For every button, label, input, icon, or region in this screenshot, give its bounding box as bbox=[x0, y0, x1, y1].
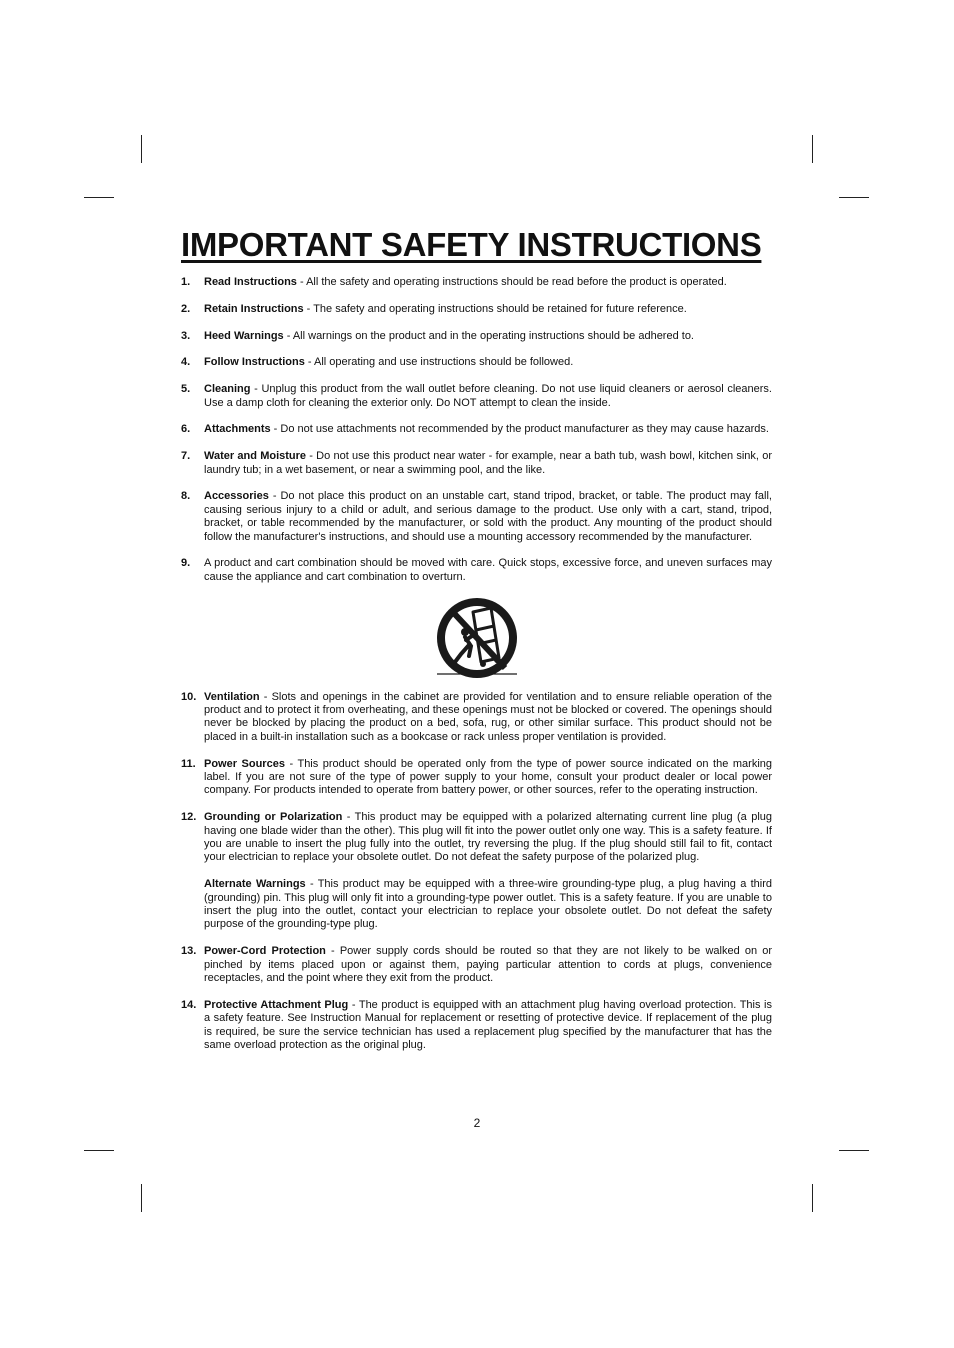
item-text: - The safety and operating instructions should be retained for future reference. bbox=[303, 302, 687, 315]
item-number: 12. bbox=[181, 811, 197, 824]
item-text: - This product should be operated only from the type of power source indicated on the marking label. If you are not sure of the type of power supply to your home, consult your product dealer or local power company. For products intended to operate from battery power, or other sources, refer to the operating instruction. bbox=[204, 757, 772, 797]
item-number: 5. bbox=[181, 383, 191, 396]
item-term: Retain Instructions bbox=[204, 302, 304, 315]
list-item bbox=[181, 450, 772, 477]
list-item bbox=[181, 276, 772, 289]
instruction-list bbox=[181, 276, 772, 584]
item-text: - All the safety and operating instructions should be read before the product is operated. bbox=[296, 276, 727, 288]
crop-mark bbox=[839, 1150, 869, 1151]
item-body bbox=[204, 691, 772, 745]
crop-mark bbox=[812, 135, 813, 163]
crop-mark bbox=[141, 135, 142, 163]
item-number: 7. bbox=[181, 450, 191, 463]
item-body bbox=[204, 450, 772, 477]
item-number: 2. bbox=[181, 302, 191, 315]
page-content bbox=[181, 226, 772, 1066]
item-text: - All operating and use instructions should be followed. bbox=[304, 356, 574, 369]
item-body bbox=[204, 356, 772, 369]
item-body bbox=[204, 557, 772, 584]
page-number: 2 bbox=[473, 1116, 481, 1130]
item-term: Attachments bbox=[204, 423, 271, 436]
list-item bbox=[181, 330, 772, 343]
cart-tip-over-warning-icon bbox=[435, 598, 519, 680]
item-number: 10. bbox=[181, 690, 197, 703]
item-number: 11. bbox=[181, 757, 196, 770]
item-term: Read Instructions bbox=[204, 276, 297, 288]
item-term: Power-Cord Protection bbox=[204, 945, 326, 958]
page-title: IMPORTANT SAFETY INSTRUCTIONS bbox=[181, 226, 762, 263]
item-number: 13. bbox=[181, 945, 197, 958]
item-body bbox=[204, 330, 772, 343]
item-text: - Unplug this product from the wall outlet before cleaning. Do not use liquid cleaners or aerosol cleaners. Use a damp cloth for cleaning the exterior only. Do NOT attempt to clean the inside. bbox=[204, 383, 772, 409]
item-subtext: - This product may be equipped with a three-wire grounding-type plug, a plug having a third (grounding) pin. This plug will only fit into a grounding-type power outlet. This is a safety feature. If you are unable to insert the plug into the outlet, contact your electrician to replace your obsolete outlet. Do not defeat the safety purpose of the grounding-type plug. bbox=[204, 878, 772, 931]
crop-mark bbox=[812, 1184, 813, 1212]
crop-mark bbox=[84, 197, 114, 198]
list-item bbox=[181, 490, 772, 544]
item-text: - The product is equipped with an attachment plug having overload protection. This is a safety feature. See Instruction Manual for replacement or resetting of protective device. If replacement of the plug is required, be sure the service technician has used a replacement plug specified by the manufacturer that has the same overload protection as the original plug. bbox=[204, 998, 772, 1052]
item-term: Water and Moisture bbox=[204, 450, 307, 463]
item-body bbox=[204, 423, 772, 436]
item-number: 1. bbox=[181, 276, 191, 288]
item-subterm: Alternate Warnings bbox=[204, 878, 306, 891]
item-term: Accessories bbox=[204, 490, 269, 503]
item-term: Protective Attachment Plug bbox=[204, 998, 349, 1011]
item-number: 4. bbox=[181, 356, 191, 369]
item-term: Ventilation bbox=[204, 690, 260, 703]
item-text: - Do not use this product near water - for example, near a bath tub, wash bowl, kitchen sink, or laundry tub; in a wet basement, or near a swimming pool, and the like. bbox=[204, 450, 772, 476]
crop-mark bbox=[84, 1150, 114, 1151]
item-term: Cleaning bbox=[204, 383, 251, 396]
item-number: 3. bbox=[181, 329, 191, 342]
item-text: - All warnings on the product and in the operating instructions should be adhered to. bbox=[283, 329, 694, 342]
list-item bbox=[181, 811, 772, 932]
list-item bbox=[181, 691, 772, 745]
item-body bbox=[204, 811, 772, 932]
crop-mark bbox=[141, 1184, 142, 1212]
item-text: - This product may be equipped with a polarized alternating current line plug (a plug having one blade wider than the other). This plug will fit into the power outlet only one way. This is a safety feature. If you are unable to insert the plug fully into the outlet, try reversing the plug. If the plug should still fail to fit, contact your electrician to replace your obsolete outlet. Do not defeat the safety purpose of the polarized plug. bbox=[204, 811, 772, 864]
list-item bbox=[181, 999, 772, 1053]
item-text: - Do not place this product on an unstable cart, stand tripod, bracket, or table. The product may fall, causing serious injury to a child or adult, and serious damage to the product. Use only with a cart, stand, tripod, bracket, or table recommended by the manufacturer, or sold with the product. Any mounting of the product should follow the manufacturer's instructions, and should use a mounting accessory recommended by the manufacturer. bbox=[204, 490, 772, 543]
list-item bbox=[181, 557, 772, 584]
item-term: Power Sources bbox=[204, 757, 285, 770]
item-term: Grounding or Polarization bbox=[204, 811, 343, 824]
list-item bbox=[181, 303, 772, 316]
list-item bbox=[181, 383, 772, 410]
item-text: - Slots and openings in the cabinet are provided for ventilation and to ensure reliable operation of the product and to protect it from overheating, and these openings must not be blocked or covered. The openings should never be blocked by placing the product on a bed, sofa, rug, or other similar surface. This product should not be placed in a built-in installation such as a bookcase or rack unless proper ventilation is provided. bbox=[204, 690, 772, 743]
item-body bbox=[204, 276, 772, 289]
item-text: - Do not use attachments not recommended by the product manufacturer as they may cause hazards. bbox=[270, 423, 769, 436]
cart-warning-figure bbox=[181, 598, 772, 680]
item-term: Follow Instructions bbox=[204, 356, 305, 369]
item-number: 6. bbox=[181, 423, 191, 436]
list-item bbox=[181, 945, 772, 985]
list-item bbox=[181, 423, 772, 436]
item-text: A product and cart combination should be moved with care. Quick stops, excessive force, and uneven surfaces may cause the appliance and cart combination to overturn. bbox=[204, 557, 772, 583]
item-term: Heed Warnings bbox=[204, 329, 284, 342]
list-item bbox=[181, 356, 772, 369]
item-body bbox=[204, 490, 772, 544]
crop-mark bbox=[839, 197, 869, 198]
item-body bbox=[204, 303, 772, 316]
instruction-list-continued bbox=[181, 691, 772, 1053]
item-number: 14. bbox=[181, 998, 197, 1011]
list-item bbox=[181, 758, 772, 798]
item-text: - Power supply cords should be routed so that they are not likely to be walked on or pinched by items placed upon or against them, paying particular attention to cords at plugs, convenience receptacles, and the point where they exit from the product. bbox=[204, 945, 772, 985]
item-number: 8. bbox=[181, 490, 191, 503]
item-number: 9. bbox=[181, 557, 191, 570]
item-body bbox=[204, 758, 772, 798]
item-body bbox=[204, 383, 772, 410]
item-body bbox=[204, 945, 772, 985]
item-body bbox=[204, 999, 772, 1053]
